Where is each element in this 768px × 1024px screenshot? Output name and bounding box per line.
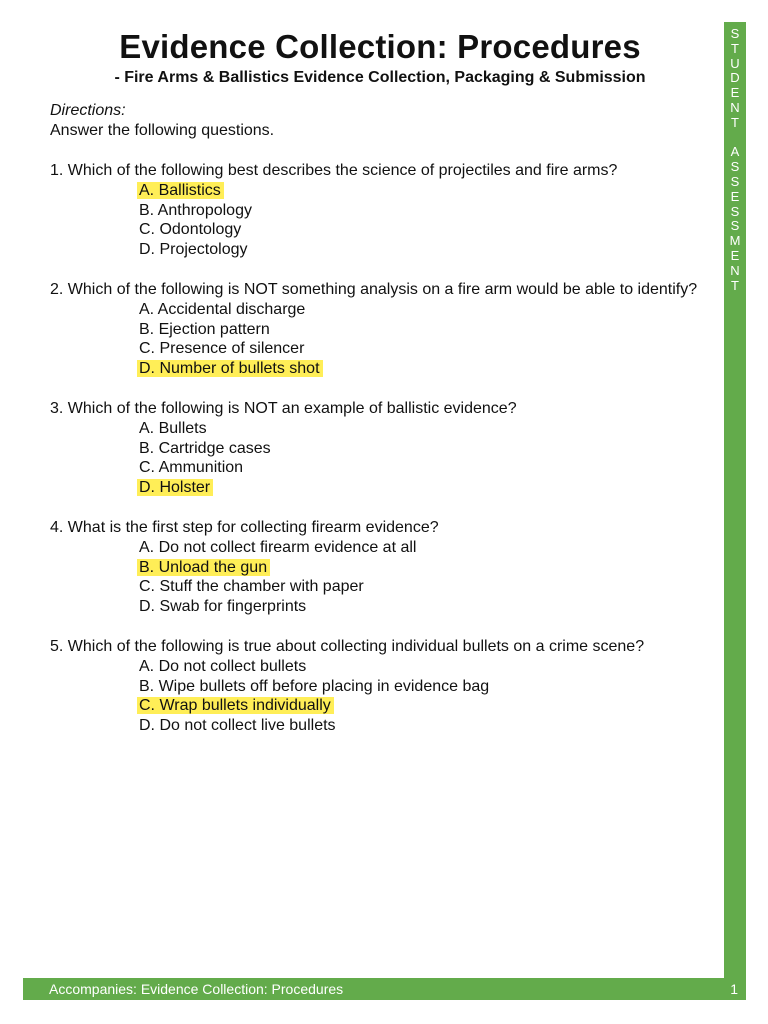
answer-option <box>139 538 710 558</box>
answer-option-label: D. Holster <box>137 479 213 496</box>
answer-option-label: C. Presence of silencer <box>139 340 305 358</box>
answer-option-label: C. Odontology <box>139 221 242 239</box>
answer-option <box>139 677 710 697</box>
answer-option <box>139 320 710 340</box>
footer-text: Accompanies: Evidence Collection: Procedures <box>49 981 344 997</box>
answer-option <box>139 300 710 320</box>
sidebar-letter: E <box>730 247 740 263</box>
answer-option-highlighted <box>139 181 710 201</box>
question-text: 4. What is the first step for collecting firearm evidence? <box>50 518 439 536</box>
sidebar-letter: A <box>730 144 740 160</box>
answer-option-label: B. Wipe bullets off before placing in evidence bag <box>139 677 490 695</box>
answer-option <box>139 339 710 359</box>
answer-option-highlighted <box>139 478 710 498</box>
sidebar-letter: S <box>730 173 740 189</box>
sidebar-letter: U <box>730 55 740 71</box>
answer-option-highlighted <box>139 696 710 716</box>
question-list <box>50 161 710 736</box>
sidebar-letter: S <box>730 159 740 175</box>
sidebar-letter <box>724 131 746 146</box>
footer-bar <box>23 978 746 1000</box>
answer-option <box>139 657 710 677</box>
question-text: 1. Which of the following best describes the science of projectiles and fire arms? <box>50 162 618 179</box>
answer-option-highlighted <box>139 359 710 379</box>
answer-option <box>139 240 710 260</box>
answer-option <box>139 220 710 240</box>
sidebar-letter: T <box>731 277 739 293</box>
sidebar-letter: E <box>730 85 740 101</box>
page-title: Evidence Collection: Procedures <box>119 28 641 65</box>
sidebar-letter: S <box>730 203 740 219</box>
sidebar-letter: T <box>731 40 739 56</box>
question-block <box>50 518 710 617</box>
answer-option-label: C. Ammunition <box>139 459 244 477</box>
worksheet-body <box>50 101 710 756</box>
answer-option <box>139 458 710 478</box>
sidebar-letter: N <box>730 262 740 278</box>
answer-option-label: A. Ballistics <box>137 182 224 199</box>
answer-option-label: B. Cartridge cases <box>139 439 271 457</box>
question-text: 2. Which of the following is NOT something analysis on a fire arm would be able to identify? <box>50 280 698 298</box>
answer-option <box>139 716 710 736</box>
sidebar-letter: M <box>729 233 741 249</box>
answer-option-label: A. Do not collect bullets <box>139 657 307 675</box>
sidebar-letter: N <box>730 99 740 115</box>
sidebar-letter: D <box>730 70 740 86</box>
sidebar-label <box>724 27 746 293</box>
student-assessment-sidebar <box>724 22 746 978</box>
sidebar-letter: E <box>730 188 740 204</box>
answer-option-label: A. Do not collect firearm evidence at all <box>139 538 417 556</box>
sidebar-letter: T <box>731 114 739 130</box>
question-block <box>50 399 710 498</box>
answer-option <box>139 597 710 617</box>
answer-option-label: C. Stuff the chamber with paper <box>139 578 364 596</box>
question-text: 3. Which of the following is NOT an example of ballistic evidence? <box>50 399 517 417</box>
question-block <box>50 280 710 379</box>
answer-option-label: D. Do not collect live bullets <box>139 717 336 735</box>
answer-option <box>139 577 710 597</box>
question-block <box>50 637 710 736</box>
answer-option-highlighted <box>139 558 710 578</box>
answer-option <box>139 439 710 459</box>
page-subtitle: - Fire Arms & Ballistics Evidence Collection, Packaging & Submission <box>114 69 646 86</box>
answer-option-label: C. Wrap bullets individually <box>137 697 334 714</box>
question-text: 5. Which of the following is true about collecting individual bullets on a crime scene? <box>50 637 645 655</box>
answer-option-label: D. Number of bullets shot <box>137 360 323 377</box>
answer-option-label: B. Unload the gun <box>137 559 270 576</box>
directions-label: Directions: <box>50 102 126 119</box>
answer-option <box>139 201 710 221</box>
answer-option-label: B. Ejection pattern <box>139 320 270 338</box>
page-number: 1 <box>730 981 738 997</box>
question-block <box>50 161 710 260</box>
answer-option-label: B. Anthropology <box>139 201 252 219</box>
directions-text: Answer the following questions. <box>50 122 275 139</box>
answer-option-label: D. Swab for fingerprints <box>139 598 307 616</box>
answer-option-label: A. Bullets <box>139 419 207 437</box>
sidebar-letter: S <box>730 218 740 234</box>
answer-option-label: D. Projectology <box>139 241 248 259</box>
sidebar-letter: S <box>730 26 740 41</box>
answer-option <box>139 419 710 439</box>
answer-option-label: A. Accidental discharge <box>139 300 306 318</box>
